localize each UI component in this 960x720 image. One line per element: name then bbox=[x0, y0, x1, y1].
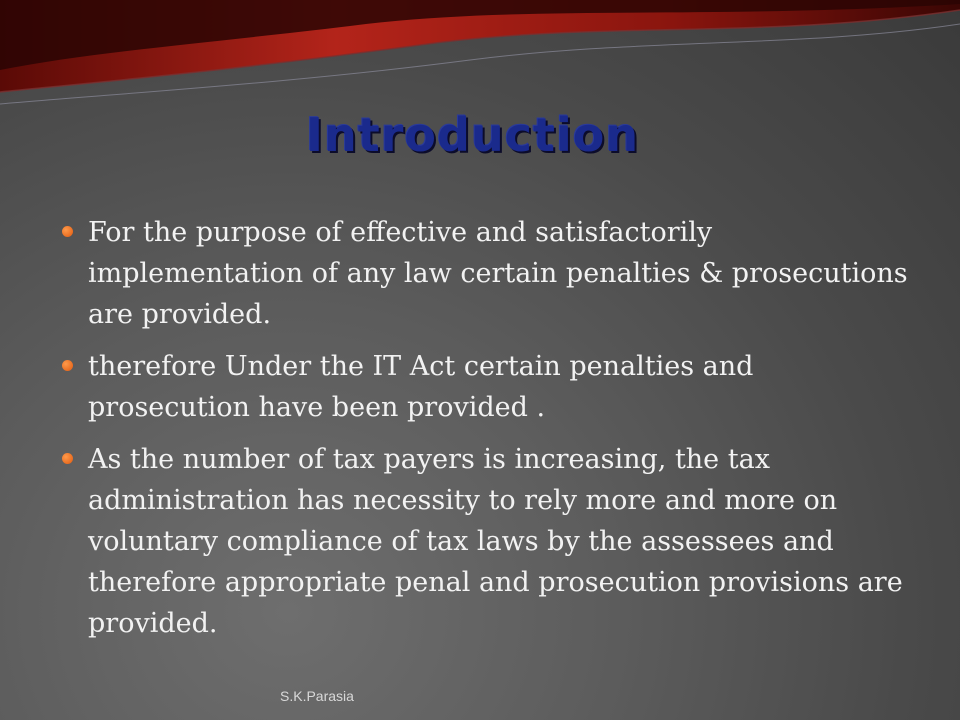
footer-author: S.K.Parasia bbox=[280, 688, 354, 704]
list-item bbox=[62, 439, 912, 644]
page-title: Introduction bbox=[305, 108, 640, 162]
decorative-wave-banner bbox=[0, 0, 960, 120]
list-item bbox=[62, 212, 912, 335]
bullet-icon bbox=[62, 360, 73, 371]
bullet-text: For the purpose of effective and satisfactorily implementation of any law certain penalties & prosecutions are provided. bbox=[88, 217, 908, 330]
bullet-icon bbox=[62, 226, 73, 237]
list-item bbox=[62, 346, 912, 428]
bullet-text: therefore Under the IT Act certain penalties and prosecution have been provided . bbox=[88, 351, 754, 423]
bullet-list bbox=[62, 212, 912, 655]
bullet-text: As the number of tax payers is increasing, the tax administration has necessity to rely more and more on voluntary compliance of tax laws by the assessees and therefore appropriate penal and prosecution provisions are provided. bbox=[88, 444, 903, 639]
bullet-icon bbox=[62, 453, 73, 464]
